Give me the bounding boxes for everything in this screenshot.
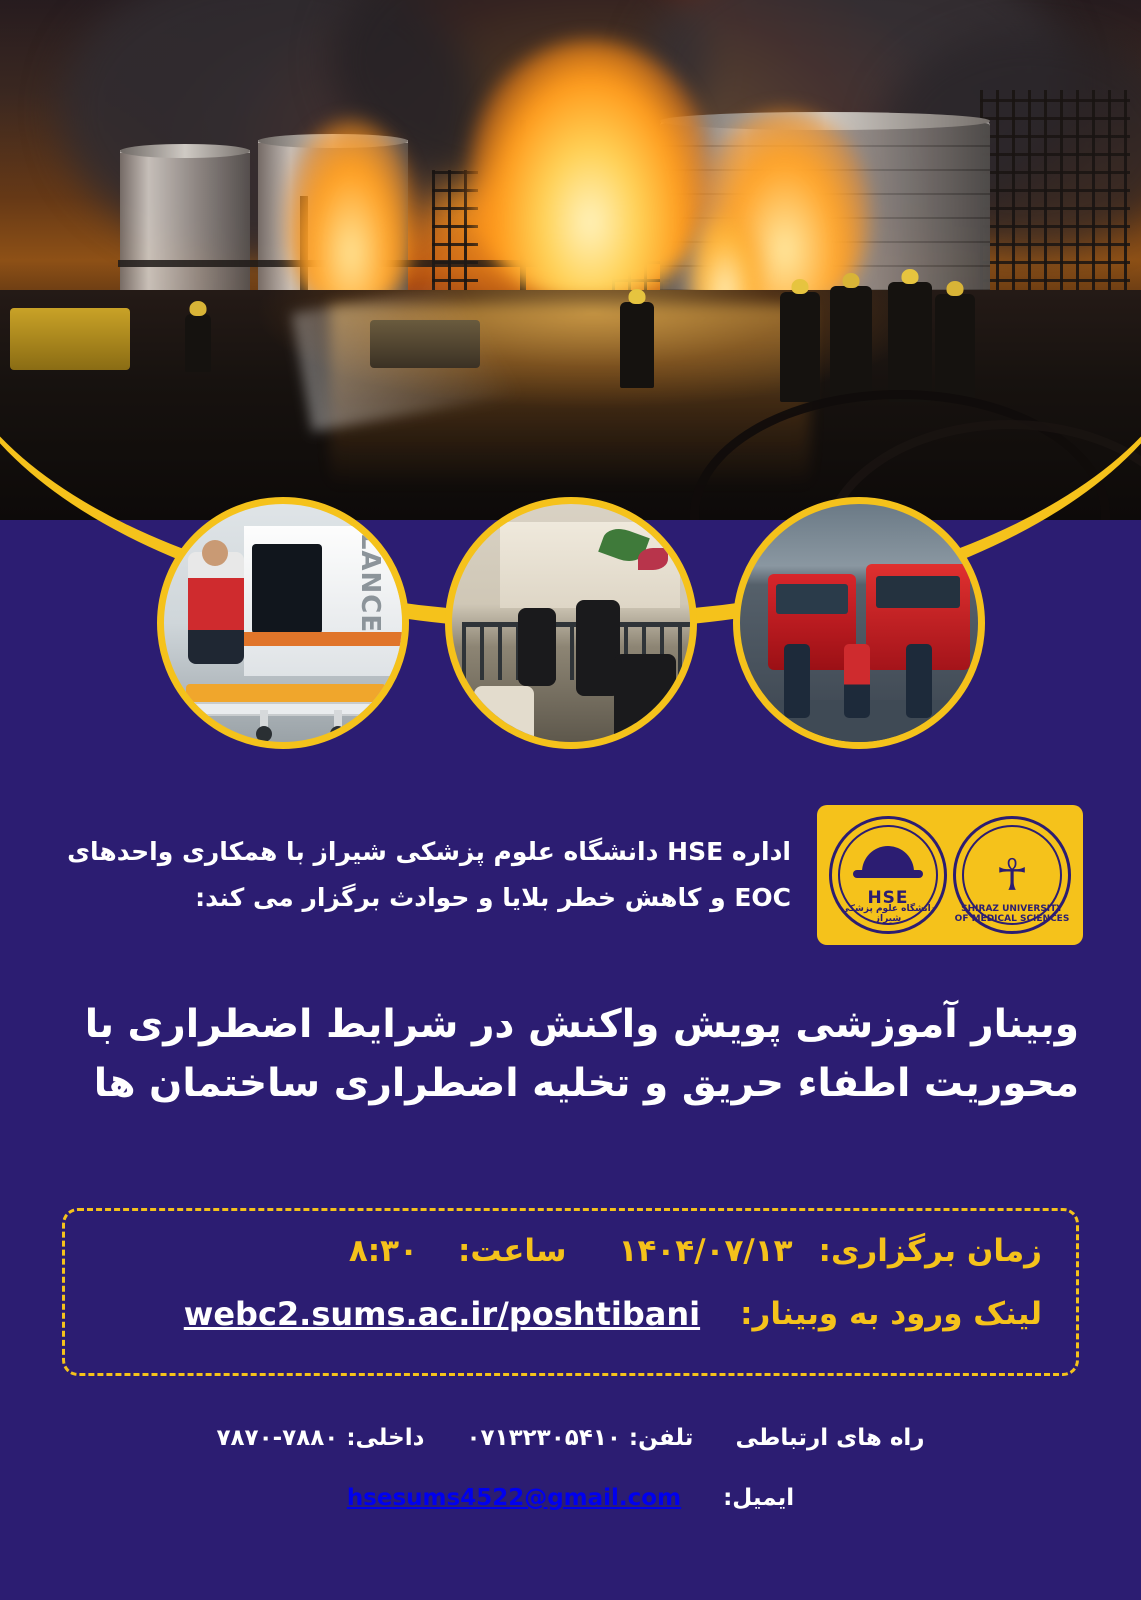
time-value: ۸:۳۰ — [348, 1233, 419, 1269]
flame-icon — [470, 40, 710, 300]
time-label: ساعت: — [458, 1233, 567, 1269]
sums-logo-icon: ☥ SHIRAZ UNIVERSITY OF MEDICAL SCIENCES — [953, 816, 1071, 934]
email-value[interactable]: hsesums4522@gmail.com — [346, 1485, 682, 1511]
steel-structure — [980, 90, 1130, 300]
headline-line-1: وبینار آموزشی پویش واکنش در شرایط اضطراری با — [84, 1002, 1079, 1047]
organizer-text — [58, 829, 791, 922]
organizer-line-1: اداره HSE دانشگاه علوم پزشکی شیراز با همکاری واحدهای — [67, 836, 791, 866]
ambulance-photo: LANCE — [157, 497, 409, 749]
contacts-heading: راه های ارتباطی — [735, 1425, 925, 1451]
hse-logo-caption: دانشگاه علوم پزشکی شیراز — [840, 904, 936, 924]
firefighter-figure — [620, 302, 654, 388]
event-datetime-row — [99, 1233, 1042, 1269]
firefighter-figure — [780, 292, 820, 402]
organizer-line-2: EOC و کاهش خطر بلایا و حوادث برگزار می کند: — [195, 883, 791, 912]
logo-box — [817, 805, 1083, 945]
contact-line-email — [0, 1485, 1141, 1511]
extension-value: ۷۸۸۰-۷۸۷۰ — [216, 1425, 339, 1451]
page-title — [0, 995, 1141, 1114]
sums-logo-caption: SHIRAZ UNIVERSITY OF MEDICAL SCIENCES — [954, 904, 1070, 924]
phone-label: تلفن: — [628, 1425, 694, 1451]
date-label: زمان برگزاری: — [818, 1233, 1042, 1269]
date-value: ۱۴۰۴/۰۷/۱۳ — [618, 1233, 793, 1269]
storage-tank-top — [120, 144, 250, 158]
hse-logo-text: HSE — [867, 888, 909, 908]
webinar-link[interactable]: webc2.sums.ac.ir/poshtibani — [183, 1295, 701, 1333]
photo-circle-row — [0, 497, 1141, 765]
flame-icon — [286, 120, 416, 310]
firefighter-figure — [830, 286, 872, 402]
service-vehicle — [370, 320, 480, 368]
contact-line-phone — [0, 1425, 1141, 1451]
firefighter-figure — [888, 282, 932, 402]
extension-label: داخلی: — [346, 1425, 425, 1451]
storage-tank — [120, 150, 250, 290]
firefighter-figure — [935, 294, 975, 402]
service-vehicle — [10, 308, 130, 370]
phone-value[interactable]: ۰۷۱۳۲۳۰۵۴۱۰ — [466, 1425, 621, 1451]
firefighter-figure — [185, 314, 211, 372]
headline-line-2: محوریت اطفاء حریق و تخلیه اضطراری ساختمان ها — [93, 1061, 1079, 1107]
email-label: ایمیل: — [723, 1485, 795, 1511]
fire-trucks-photo — [733, 497, 985, 749]
hse-logo-icon — [829, 816, 947, 934]
link-label: لینک ورود به وبینار: — [740, 1296, 1042, 1332]
webinar-link-row — [99, 1295, 1042, 1333]
hero-image — [0, 0, 1141, 520]
event-details-box — [62, 1208, 1079, 1376]
evacuation-stairs-photo — [445, 497, 697, 749]
organizer-row — [0, 805, 1141, 945]
